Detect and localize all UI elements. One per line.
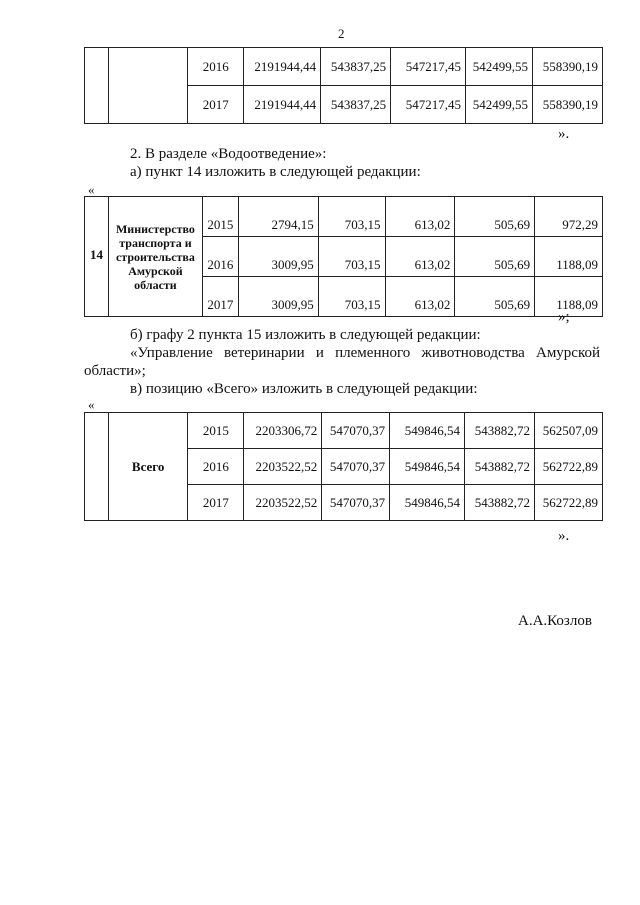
- closing-quote: »;: [558, 309, 570, 325]
- value-cell: 547217,45: [391, 48, 466, 86]
- value-cell: 505,69: [455, 237, 535, 277]
- value-cell: 547070,37: [322, 449, 390, 485]
- year-cell: 2015: [202, 197, 238, 237]
- table-row: [85, 48, 603, 86]
- value-cell: 703,15: [318, 197, 385, 237]
- value-cell: 547070,37: [322, 485, 390, 521]
- value-cell: 2191944,44: [244, 86, 321, 124]
- value-cell: 613,02: [385, 197, 455, 237]
- table-cell: [108, 48, 187, 124]
- table-row: [85, 197, 603, 237]
- value-cell: 1188,09: [535, 277, 603, 317]
- value-cell: 2203306,72: [244, 413, 322, 449]
- value-cell: 2794,15: [238, 197, 318, 237]
- year-cell: 2017: [188, 86, 244, 124]
- value-cell: 543837,25: [321, 86, 391, 124]
- table-total: [84, 412, 603, 521]
- section-2-heading: 2. В разделе «Водоотведение»:: [130, 146, 327, 162]
- closing-quote: ».: [558, 528, 570, 544]
- table-continuation: [84, 47, 603, 124]
- value-cell: 543882,72: [465, 413, 535, 449]
- value-cell: 613,02: [385, 237, 455, 277]
- value-cell: 542499,55: [466, 48, 533, 86]
- value-cell: 543882,72: [465, 485, 535, 521]
- item-b-quote-end: области»;: [84, 363, 146, 379]
- value-cell: 3009,95: [238, 277, 318, 317]
- item-b-text: б) графу 2 пункта 15 изложить в следующей редакции:: [130, 327, 481, 343]
- item-number-cell: 14: [85, 197, 109, 317]
- year-cell: 2016: [188, 48, 244, 86]
- year-cell: 2015: [188, 413, 244, 449]
- year-cell: 2016: [202, 237, 238, 277]
- signature-name: А.А.Козлов: [518, 613, 592, 629]
- value-cell: 505,69: [455, 197, 535, 237]
- value-cell: 3009,95: [238, 237, 318, 277]
- value-cell: 558390,19: [533, 86, 603, 124]
- table-cell: [85, 413, 109, 521]
- year-cell: 2017: [188, 485, 244, 521]
- total-label-cell: Всего: [108, 413, 188, 521]
- value-cell: 2203522,52: [244, 449, 322, 485]
- value-cell: 2203522,52: [244, 485, 322, 521]
- value-cell: 505,69: [455, 277, 535, 317]
- page-number: 2: [338, 26, 345, 41]
- year-cell: 2017: [202, 277, 238, 317]
- value-cell: 547070,37: [322, 413, 390, 449]
- value-cell: 703,15: [318, 237, 385, 277]
- opening-quote: «: [88, 182, 95, 197]
- value-cell: 549846,54: [390, 413, 465, 449]
- value-cell: 2191944,44: [244, 48, 321, 86]
- year-cell: 2016: [188, 449, 244, 485]
- opening-quote: «: [88, 397, 95, 412]
- value-cell: 543837,25: [321, 48, 391, 86]
- value-cell: 542499,55: [466, 86, 533, 124]
- value-cell: 547217,45: [391, 86, 466, 124]
- item-b-quote-line: «Управление ветеринарии и племенного животноводства Амурской: [130, 345, 601, 361]
- item-a-text: а) пункт 14 изложить в следующей редакции:: [130, 164, 421, 180]
- value-cell: 562722,89: [534, 449, 602, 485]
- closing-quote: ».: [558, 126, 570, 142]
- value-cell: 543882,72: [465, 449, 535, 485]
- value-cell: 562722,89: [534, 485, 602, 521]
- value-cell: 562507,09: [534, 413, 602, 449]
- item-c-text: в) позицию «Всего» изложить в следующей редакции:: [130, 381, 478, 397]
- value-cell: 703,15: [318, 277, 385, 317]
- value-cell: 613,02: [385, 277, 455, 317]
- value-cell: 549846,54: [390, 449, 465, 485]
- table-row: [85, 413, 603, 449]
- organization-name-cell: Министерство транспорта и строительства Амурской области: [108, 197, 202, 317]
- value-cell: 972,29: [535, 197, 603, 237]
- value-cell: 1188,09: [535, 237, 603, 277]
- table-cell: [85, 48, 109, 124]
- value-cell: 549846,54: [390, 485, 465, 521]
- value-cell: 558390,19: [533, 48, 603, 86]
- table-item-14: [84, 196, 603, 317]
